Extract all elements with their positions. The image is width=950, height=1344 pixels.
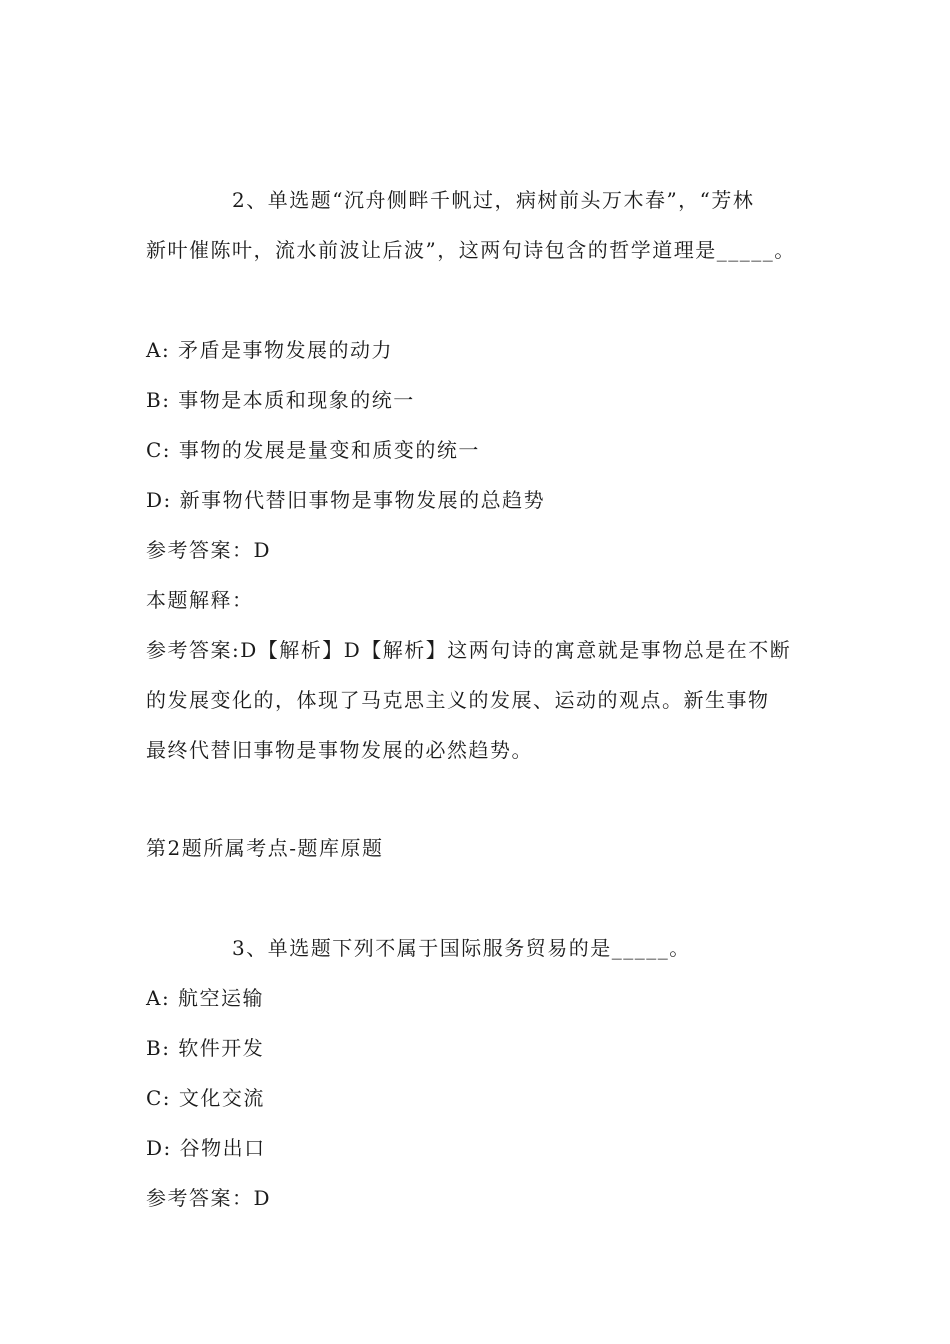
q3-option-d	[146, 1134, 266, 1162]
option-label: B:	[146, 1036, 171, 1060]
q3-answer: 参考答案：D	[146, 1186, 272, 1210]
option-text: 谷物出口	[179, 1136, 266, 1160]
q3-stem-end: 。	[669, 936, 691, 960]
option-label: A:	[146, 986, 171, 1010]
option-label: D:	[146, 1136, 172, 1160]
q3-answer-blank: _____	[611, 936, 670, 960]
option-label: C:	[146, 438, 172, 462]
q2-option-c	[146, 436, 480, 464]
q2-answer: 参考答案：D	[146, 538, 272, 562]
q3-option-c	[146, 1084, 265, 1112]
option-text: 矛盾是事物发展的动力	[178, 338, 394, 362]
q2-stem-line-2	[146, 236, 796, 264]
option-text: 文化交流	[178, 1086, 265, 1110]
option-text: 事物是本质和现象的统一	[178, 388, 415, 412]
q3-option-b	[146, 1034, 264, 1062]
option-label: D:	[146, 488, 172, 512]
q2-stem-text: 新叶催陈叶，流水前波让后波”，这两句诗包含的哲学道理是	[146, 238, 717, 262]
q2-explain-heading: 本题解释：	[146, 588, 254, 612]
q3-option-a	[146, 984, 264, 1012]
q2-stem-line-1: 2、单选题“沉舟侧畔千帆过，病树前头万木春”，“芳林	[232, 188, 755, 212]
option-text: 软件开发	[178, 1036, 265, 1060]
q2-answer-blank: _____	[716, 238, 775, 262]
option-label: C:	[146, 1086, 172, 1110]
option-label: A:	[146, 338, 171, 362]
q2-option-d	[146, 486, 545, 514]
q3-stem-text: 3、单选题下列不属于国际服务贸易的是	[232, 936, 612, 960]
q2-option-b	[146, 386, 415, 414]
q2-explain-line-3: 最终代替旧事物是事物发展的必然趋势。	[146, 738, 533, 762]
q2-topic: 第2题所属考点-题库原题	[146, 836, 384, 860]
q2-stem-end: 。	[774, 238, 796, 262]
q2-option-a	[146, 336, 393, 364]
q2-explain-line-2: 的发展变化的，体现了马克思主义的发展、运动的观点。新生事物	[146, 688, 770, 712]
q2-explain-line-1: 参考答案:D【解析】D【解析】这两句诗的寓意就是事物总是在不断	[146, 638, 792, 662]
option-text: 事物的发展是量变和质变的统一	[178, 438, 480, 462]
option-text: 新事物代替旧事物是事物发展的总趋势	[179, 488, 546, 512]
q3-stem	[232, 934, 691, 962]
option-label: B:	[146, 388, 171, 412]
option-text: 航空运输	[178, 986, 265, 1010]
